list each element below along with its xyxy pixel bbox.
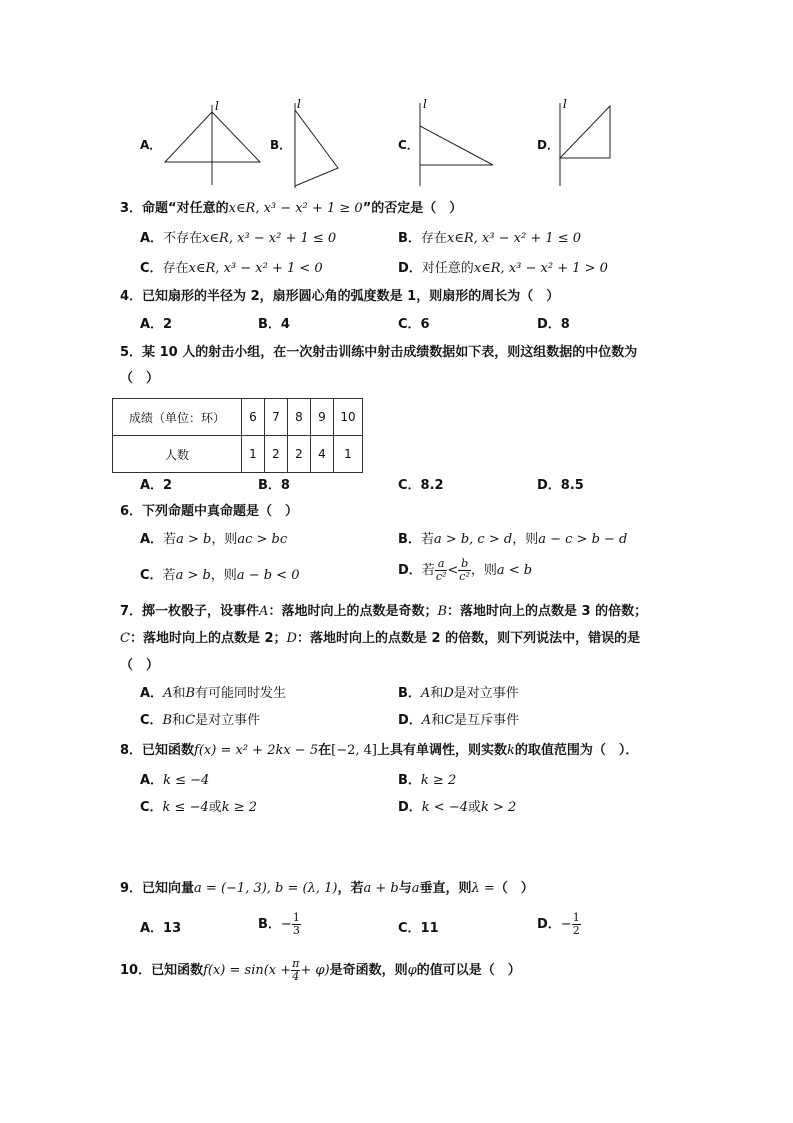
q6-option-b-cond: a > b, c > d xyxy=(433,532,513,547)
q9-option-a: A．13 xyxy=(140,921,182,936)
q10-intro: 10．已知函数 xyxy=(120,963,204,978)
q3-option-c-math: x∈R, x³ − x² + 1 < 0 xyxy=(188,261,323,276)
q7-option-b-event-1: A xyxy=(420,686,431,701)
question-7-paren: （ ） xyxy=(120,658,160,673)
fraction-denominator: c² xyxy=(459,570,470,583)
q8-option-c-math-1: k ≤ −4 xyxy=(162,800,209,815)
q10-function-tail: + φ) xyxy=(300,963,330,978)
q9-paren: （ ） xyxy=(494,881,534,896)
q3-option-d xyxy=(398,260,608,278)
question-9-stem xyxy=(120,880,534,898)
q7-option-a xyxy=(140,685,286,703)
q6-option-a-if: 若 xyxy=(163,532,177,547)
q9-option-b-label: B． xyxy=(258,917,281,932)
q4-option-b: B．4 xyxy=(258,317,290,332)
q8-interval: [−2, 4] xyxy=(331,743,377,758)
q7-option-a-and: 和 xyxy=(172,686,186,701)
q3-option-c-label: C． xyxy=(140,261,163,276)
figure-a-isosceles-triangle-icon xyxy=(160,100,270,190)
q6-option-b-if: 若 xyxy=(420,532,434,547)
q8-option-d-math-1: k < −4 xyxy=(421,800,468,815)
q7-option-c-event-2: C xyxy=(185,713,196,728)
q6-option-d-less-than: < xyxy=(447,563,459,578)
q9-option-b xyxy=(258,912,301,937)
table-row xyxy=(113,436,363,473)
q8-option-c-or: 或 xyxy=(208,800,222,815)
count-cell: 2 xyxy=(288,436,311,473)
score-row-header: 成绩（单位：环） xyxy=(113,399,242,436)
q9-vector-sum: a + b xyxy=(363,881,399,896)
q9-perpendicular: 垂直，则 xyxy=(419,881,472,896)
q9-with: 与 xyxy=(398,881,412,896)
q10-stem-end: 的值可以是（ ） xyxy=(416,963,521,978)
question-3-stem xyxy=(120,200,462,218)
q7-option-a-event-2: B xyxy=(185,686,196,701)
q7-event-c-desc: ：落地时向上的点数是 2； xyxy=(129,631,287,646)
q8-option-c-math-2: k ≥ 2 xyxy=(221,800,258,815)
q7-option-c-and: 和 xyxy=(172,713,186,728)
q7-option-b-label: B． xyxy=(398,686,421,701)
q7-option-d-text: 是互斥事件 xyxy=(454,713,520,728)
q4-option-c: C．6 xyxy=(398,317,430,332)
q3-option-b xyxy=(398,230,581,248)
q3-option-b-text: 存在 xyxy=(420,231,447,246)
count-row-header: 人数 xyxy=(113,436,242,473)
q7-option-c-event-1: B xyxy=(162,713,173,728)
q9-option-b-sign: − xyxy=(280,917,292,932)
figure-d-line-label: l xyxy=(563,97,567,111)
q10-phi: φ xyxy=(407,963,417,978)
q7-option-a-event-1: A xyxy=(163,686,173,701)
fraction-numerator: 1 xyxy=(572,911,580,924)
fraction-denominator: 3 xyxy=(292,924,300,937)
q7-intro: 7．掷一枚骰子，设事件 xyxy=(120,604,260,619)
q3-option-a-text: 不存在 xyxy=(163,231,203,246)
q4-option-a: A．2 xyxy=(140,317,173,332)
score-cell: 6 xyxy=(242,399,265,436)
q8-option-c xyxy=(140,799,257,817)
figure-b-obtuse-triangle-icon xyxy=(290,98,350,188)
figure-option-d-label: D． xyxy=(537,138,559,152)
fraction-denominator: c² xyxy=(435,570,447,583)
q8-on: 在 xyxy=(318,743,332,758)
q7-event-a-desc: ：落地时向上的点数是奇数； xyxy=(268,604,438,619)
q6-option-b-label: B． xyxy=(398,532,421,547)
count-cell: 1 xyxy=(334,436,363,473)
q3-option-b-label: B． xyxy=(398,231,421,246)
q7-event-d: D xyxy=(286,631,297,646)
q8-option-b-label: B． xyxy=(398,773,421,788)
question-7-line-1 xyxy=(120,603,647,621)
q8-option-b-math: k ≥ 2 xyxy=(420,773,457,788)
score-table xyxy=(112,398,363,473)
q6-option-d-fraction-a xyxy=(435,558,448,583)
q3-option-a-label: A． xyxy=(140,231,164,246)
q7-event-d-desc: ：落地时向上的点数是 2 的倍数，则下列说法中，错误的是 xyxy=(296,631,641,646)
q3-stem-end: ”的否定是（ ） xyxy=(362,201,463,216)
figure-option-a-label: A． xyxy=(140,138,162,152)
q6-option-c-cond: a > b xyxy=(175,568,211,583)
q6-option-c xyxy=(140,567,299,585)
figure-b-line-label: l xyxy=(297,97,301,111)
fraction-numerator: a xyxy=(435,558,448,571)
q3-option-c xyxy=(140,260,323,278)
q7-option-d xyxy=(398,712,519,730)
q7-option-c-text: 是对立事件 xyxy=(195,713,261,728)
q8-monotonic-text: 上具有单调性，则实数 xyxy=(376,743,507,758)
figure-c-line-label: l xyxy=(423,97,427,111)
q6-option-d-if: 若 xyxy=(421,563,435,578)
q6-option-a-result: ac > bc xyxy=(237,532,288,547)
q8-option-d-math-2: k > 2 xyxy=(481,800,517,815)
q6-option-a-then: ，则 xyxy=(211,532,238,547)
q7-option-d-label: D． xyxy=(398,713,422,728)
q7-option-a-label: A． xyxy=(140,686,164,701)
score-cell: 9 xyxy=(311,399,334,436)
q7-event-b-desc: ：落地时向上的点数是 3 的倍数； xyxy=(447,604,648,619)
q8-option-a-math: k ≤ −4 xyxy=(163,773,210,788)
q7-option-d-event-2: C xyxy=(444,713,455,728)
score-cell: 8 xyxy=(288,399,311,436)
fraction-numerator: 1 xyxy=(292,911,300,924)
q5-option-d: D．8.5 xyxy=(537,478,584,493)
q8-variable-k: k xyxy=(506,743,515,758)
q7-option-b xyxy=(398,685,519,703)
q10-function-head: f(x) = sin(x + xyxy=(203,963,292,978)
q3-stem-text: 3．命题“对任意的 xyxy=(120,201,229,216)
question-6-stem: 6．下列命题中真命题是（ ） xyxy=(120,504,299,519)
q9-option-b-fraction xyxy=(292,912,301,937)
q7-option-a-text: 有可能同时发生 xyxy=(195,686,287,701)
q5-option-c: C．8.2 xyxy=(398,478,444,493)
question-4-stem: 4．已知扇形的半径为 2，扇形圆心角的弧度数是 1，则扇形的周长为（ ） xyxy=(120,289,560,304)
table-row xyxy=(113,399,363,436)
q3-option-a xyxy=(140,230,336,248)
q9-option-d xyxy=(537,912,581,937)
q9-option-d-label: D． xyxy=(537,917,561,932)
q7-option-b-event-2: D xyxy=(443,686,454,701)
question-7-line-2 xyxy=(120,630,640,648)
fraction-denominator: 4 xyxy=(292,970,300,983)
q8-option-a-label: A． xyxy=(140,773,164,788)
q9-vector-a: a xyxy=(411,881,420,896)
q7-option-b-text: 是对立事件 xyxy=(453,686,519,701)
q4-option-d: D．8 xyxy=(537,317,570,332)
q8-option-b xyxy=(398,772,456,790)
figure-d-right-triangle-icon xyxy=(555,98,620,188)
question-5-stem-paren: （ ） xyxy=(120,371,160,386)
figure-option-b-label: B． xyxy=(270,138,292,152)
q3-option-c-text: 存在 xyxy=(162,261,189,276)
q8-option-c-label: C． xyxy=(140,800,163,815)
q8-function: f(x) = x² + 2kx − 5 xyxy=(194,743,319,758)
q7-option-c-label: C． xyxy=(140,713,163,728)
score-cell: 7 xyxy=(265,399,288,436)
figure-option-c-label: C． xyxy=(398,138,419,152)
q6-option-d-then: ，则 xyxy=(470,563,497,578)
q6-option-c-label: C． xyxy=(140,568,163,583)
q9-vectors: a = (−1, 3), b = (λ, 1) xyxy=(194,881,338,896)
q6-option-d-label: D． xyxy=(398,563,422,578)
q3-stem-math: x∈R, x³ − x² + 1 ≥ 0 xyxy=(228,201,363,216)
q7-option-d-event-1: A xyxy=(421,713,432,728)
q7-option-d-and: 和 xyxy=(431,713,445,728)
fraction-denominator: 2 xyxy=(572,924,580,937)
figure-a-line-label: l xyxy=(215,99,219,113)
q6-option-b-result: a − c > b − d xyxy=(538,532,628,547)
figure-c-right-triangle-icon xyxy=(415,98,500,188)
q6-option-c-result: a − b < 0 xyxy=(236,568,300,583)
q9-lambda: λ = xyxy=(471,881,495,896)
question-5-stem: 5．某 10 人的射击小组，在一次射击训练中射击成绩数据如下表，则这组数据的中位数为 xyxy=(120,345,638,360)
fraction-numerator: π xyxy=(292,957,300,970)
q8-option-a xyxy=(140,772,209,790)
question-8-stem xyxy=(120,742,638,760)
q5-option-a: A．2 xyxy=(140,478,173,493)
q7-option-c xyxy=(140,712,260,730)
q6-option-a-label: A． xyxy=(140,532,164,547)
q6-option-c-then: ，则 xyxy=(210,568,237,583)
q6-option-c-if: 若 xyxy=(162,568,176,583)
q6-option-a xyxy=(140,531,287,549)
q7-event-c: C xyxy=(120,631,130,646)
q3-option-b-math: x∈R, x³ − x² + 1 ≤ 0 xyxy=(446,231,582,246)
q8-intro: 8．已知函数 xyxy=(120,743,195,758)
q9-option-d-sign: − xyxy=(560,917,572,932)
q8-option-d xyxy=(398,799,516,817)
q6-option-b xyxy=(398,531,627,549)
q5-option-b: B．8 xyxy=(258,478,290,493)
q8-option-d-label: D． xyxy=(398,800,422,815)
q6-option-d-fraction-b xyxy=(458,558,471,583)
q7-event-a: A xyxy=(259,604,269,619)
q9-option-c: C．11 xyxy=(398,921,439,936)
q10-odd-function-text: 是奇函数，则 xyxy=(329,963,408,978)
q6-option-b-then: ，则 xyxy=(512,532,539,547)
count-cell: 1 xyxy=(242,436,265,473)
q8-option-d-or: 或 xyxy=(468,800,482,815)
q3-option-d-text: 对任意的 xyxy=(421,261,474,276)
score-cell: 10 xyxy=(334,399,363,436)
q7-option-b-and: 和 xyxy=(430,686,444,701)
q6-option-d xyxy=(398,558,532,583)
question-10-stem xyxy=(120,958,521,983)
q7-event-b: B xyxy=(437,604,448,619)
q3-option-d-label: D． xyxy=(398,261,422,276)
q6-option-a-cond: a > b xyxy=(176,532,212,547)
q9-option-d-fraction xyxy=(572,912,581,937)
count-cell: 2 xyxy=(265,436,288,473)
q3-option-d-math: x∈R, x³ − x² + 1 > 0 xyxy=(473,261,608,276)
q9-intro: 9．已知向量 xyxy=(120,881,195,896)
q3-option-a-math: x∈R, x³ − x² + 1 ≤ 0 xyxy=(202,231,337,246)
q6-option-d-result: a < b xyxy=(496,563,533,578)
fraction-numerator: b xyxy=(458,558,471,571)
q9-if: ，若 xyxy=(337,881,364,896)
q8-stem-end: 的取值范围为（ ）． xyxy=(514,743,639,758)
count-cell: 4 xyxy=(311,436,334,473)
